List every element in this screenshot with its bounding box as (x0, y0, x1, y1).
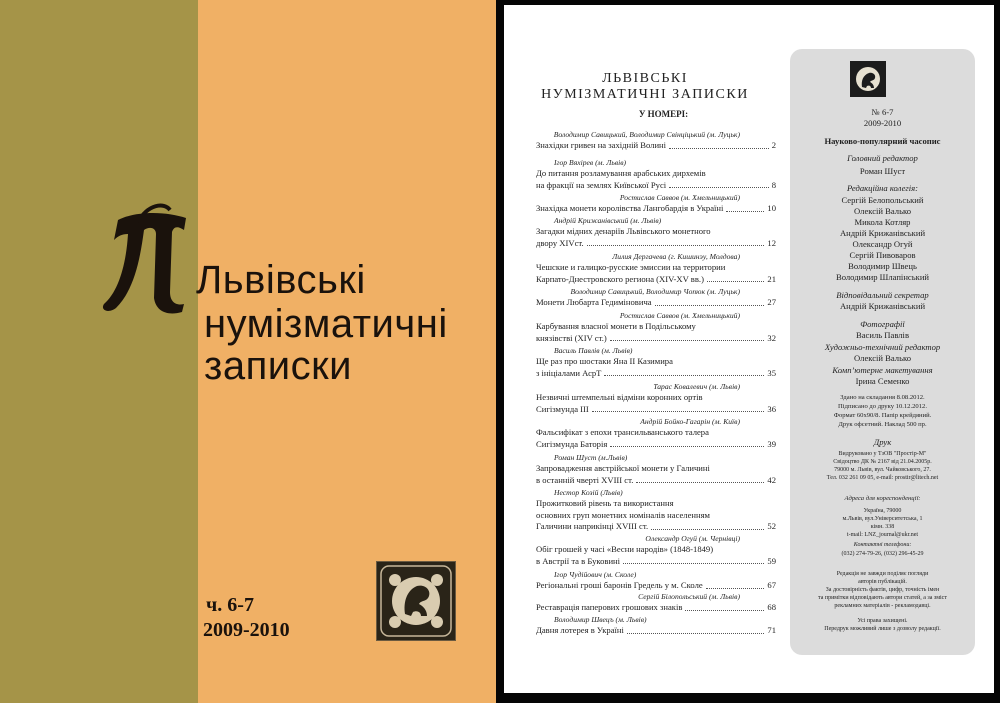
toc-item (536, 453, 776, 486)
toc-leader-dots (636, 475, 764, 484)
toc-page-number: 35 (767, 367, 776, 378)
toc-page-number: 36 (767, 403, 776, 414)
toc-title: Прожитковий рівень та використання (536, 498, 674, 508)
toc-page-number: 52 (767, 521, 776, 531)
toc-title: Сигізмунда Баторія (536, 438, 608, 449)
toc-leader-dots (669, 140, 769, 149)
toc-title: Ще раз про шостаки Яна II Казимира (536, 356, 673, 366)
toc-title: Карпато-Днестровского региона (XIV-XV вв.) (536, 273, 704, 284)
board-member: Олексій Валько (853, 206, 912, 216)
toc-item (536, 193, 776, 215)
panel-years: 2009-2010 (863, 118, 902, 128)
toc-title: Незвичні штемпельні відміни коронних ортів (536, 392, 703, 402)
toc-title: Знахідка монети королівства Лангобардія в Україні (536, 203, 724, 213)
toc-leader-dots (706, 580, 765, 589)
toc-author: Нестор Козій (Львів) (554, 488, 623, 497)
phones-label: Контактні телефони: (853, 542, 912, 548)
panel-journal-type: Науково-популярний часопис (824, 136, 941, 146)
toc-title: Давня лотерея в Україні (536, 625, 624, 635)
toc-item (536, 534, 776, 567)
toc-leader-dots (707, 274, 764, 283)
toc-title: До питання розламування арабських дирхемів (536, 168, 706, 178)
art-editor-label: Художньо-технічний редактор (824, 342, 941, 352)
toc-title: Регіональні гроші баронів Гредель у м. Сколе (536, 580, 703, 590)
printing-line: Тел. 032 261 09 05, e-mail: prostir@litech.net (826, 475, 939, 481)
toc-leader-dots (627, 625, 765, 634)
toc-item (536, 417, 776, 450)
toc-author: Андрій Крижанівський (м. Львів) (554, 216, 662, 225)
toc-title: Реставрація паперових грошових знаків (536, 602, 683, 612)
toc-page-number: 21 (767, 273, 776, 284)
layout-name: Ірина Семенко (855, 376, 910, 386)
cover-olive-band (0, 0, 198, 703)
toc-author: Ростислав Саввов (м. Хмельницький) (619, 311, 740, 320)
board-member: Олександр Огуй (852, 239, 913, 249)
cover-title-line-2: нумізматичні (204, 302, 448, 346)
toc-page-number: 39 (767, 438, 776, 449)
phones: (032) 274-79-26, (032) 296-45-29 (841, 551, 924, 557)
toc-item (536, 158, 776, 191)
address-label: Адреса для кореспонденції: (844, 495, 921, 502)
panel-issue: № 6-7 (871, 107, 894, 117)
toc-author: Тарас Ковалевич (м. Львів) (653, 382, 740, 391)
toc-title: Монети Любарта Гедиміновича (536, 297, 652, 307)
toc-page-number: 32 (767, 332, 776, 343)
toc-leader-dots (623, 556, 764, 565)
toc-item (536, 287, 776, 309)
toc-title: Обіг грошей у часі «Весни народів» (1848-1849) (536, 544, 714, 554)
disclaimer-line: рекламних матеріалів - рекламодавці. (834, 603, 931, 609)
toc-author: Андрій Бойко-Гагарін (м. Київ) (640, 417, 740, 426)
toc-title: Запровадження австрійської монети у Галичині (536, 463, 710, 473)
in-issue-heading: У НОМЕРІ: (638, 109, 689, 119)
cover-issue-number: ч. 6-7 (206, 594, 254, 616)
board-member: Сергій Пивоваров (849, 250, 916, 260)
toc-leader-dots (592, 404, 765, 413)
lion-emblem-icon (850, 61, 886, 97)
layout-label: Комп’ютерне макетування (832, 365, 933, 375)
toc-author: Лилия Дергачева (г. Кишинэу, Молдова) (612, 252, 740, 261)
toc-title: в Австрії та в Буковині (536, 555, 621, 566)
toc-leader-dots (655, 297, 765, 306)
toc-title: двору XIVст. (536, 237, 584, 248)
toc-leader-dots (726, 203, 764, 212)
lion-emblem-icon (376, 561, 456, 641)
toc-author: Ігор Вяхірев (м. Львів) (554, 158, 627, 167)
toc-author: Володимир Швецъ (м. Львів) (554, 615, 647, 624)
toc-author: Ростислав Саввов (м. Хмельницький) (619, 193, 740, 202)
toc-title: на фракції на землях Київської Русі (536, 179, 667, 190)
photo-label: Фотографії (860, 319, 905, 329)
toc-author: Олександр Огуй (м. Чернівці) (645, 534, 740, 543)
printing-label: Друк (873, 437, 892, 447)
toc-title: Карбування власної монети в Подільському (536, 321, 696, 331)
print-info-line: Друк офсетний. Наклад 500 пр. (838, 421, 927, 428)
contents-page (504, 5, 994, 693)
toc-item (536, 382, 776, 415)
toc-author: Ігор Чудійович (м. Сколе) (554, 570, 637, 579)
imprint-panel (790, 49, 975, 655)
toc-title: Сигізмунда III (536, 403, 589, 414)
toc-leader-dots (587, 238, 765, 247)
toc-author: Володимир Савицький, Володимир Свінціцький (м. Луцьк) (553, 130, 740, 139)
toc-title: Чешские и галицко-русские эмиссии на территории (536, 262, 726, 272)
disclaimer-line: Редакція не завжди поділяє погляди (836, 571, 929, 577)
toc-page-number: 27 (767, 297, 776, 307)
photo-name: Василь Павлів (855, 330, 909, 340)
toc-leader-dots (604, 368, 764, 377)
toc-author: Василь Павлів (м. Львів) (554, 346, 633, 355)
print-info-line: Формат 60х90/8. Папір крейдяний. (833, 412, 932, 419)
editorial-board-label: Редакційна колегія: (846, 183, 919, 193)
address-line: t-mail: LNZ_journal@ukr.net (846, 532, 919, 538)
toc-page-number: 42 (767, 474, 776, 485)
toc-item (536, 252, 776, 285)
printing-line: 79000 м. Львів, вул. Чайковського, 27. (834, 467, 931, 473)
toc-item (536, 615, 776, 637)
toc-item (536, 130, 776, 152)
toc-title: в останній чверті XVIII ст. (536, 474, 634, 485)
cover-title-line-1: Львівські (196, 258, 366, 302)
toc-page-number: 2 (771, 140, 776, 150)
toc-author: Сергій Білопольський (м. Львів) (638, 592, 740, 601)
print-info-line: Підписано до друку 10.12.2012. (838, 403, 927, 410)
board-member: Володимир Швець (848, 261, 917, 271)
toc-page-number: 68 (767, 602, 776, 612)
board-member: Андрій Крижанівський (839, 228, 926, 238)
board-member: Сергій Белопольський (841, 195, 924, 205)
toc-item (536, 570, 776, 592)
secretary-label: Відповідальний секретар (836, 290, 929, 300)
toc-title: Галичини наприкінці XVIII ст. (536, 521, 649, 531)
art-editor-name: Олексій Валько (853, 353, 912, 363)
chief-editor-name: Роман Шуст (859, 166, 906, 176)
cover-years: 2009-2010 (203, 619, 290, 641)
toc-title: Фальсифікат з епохи трансильванського талера (536, 427, 709, 437)
toc-title: основних груп монетних номіналів населенням (536, 509, 710, 520)
toc-leader-dots (685, 602, 764, 611)
address-line: м.Львів, вул.Університетська, 1 (842, 516, 923, 522)
toc-author: Володимир Савицький, Володимир Чопюк (м. Луцьк) (570, 287, 740, 296)
toc-title: Загадки мідних денаріїв Львівського монетного (536, 226, 711, 236)
toc-leader-dots (651, 521, 764, 530)
cover-title-line-3: записки (204, 344, 352, 388)
board-member: Володимир Шлапінський (835, 272, 930, 282)
secretary-name: Андрій Крижанівський (839, 301, 926, 311)
toc-item (536, 592, 776, 614)
printing-line: Свідоцтво ДК № 2167 від 21.04.2005р. (833, 459, 932, 465)
toc-item (536, 346, 776, 379)
board-member: Микола Котляр (854, 217, 911, 227)
address-line: Україна, 79000 (863, 508, 902, 514)
toc-title: князівстві (XIV ст.) (536, 332, 607, 343)
rights-line: Усі права захищені. (857, 618, 908, 624)
printing-line: Видруковано у ТзОВ "Простір-М" (838, 451, 927, 457)
toc-author: Роман Шуст (м.Львів) (554, 453, 628, 462)
disclaimer-line: За достовірність фактів, цифр, точність імен (825, 587, 940, 593)
toc-item (536, 311, 776, 344)
journal-title-line-2: НУМІЗМАТИЧНІ ЗАПИСКИ (541, 87, 749, 102)
toc-leader-dots (610, 439, 764, 448)
toc-page-number: 8 (771, 179, 776, 190)
toc-page-number: 10 (767, 203, 776, 213)
journal-title-line-1: ЛЬВІВСЬКІ (602, 71, 688, 86)
toc-page-number: 67 (767, 580, 776, 590)
chief-editor-label: Головний редактор (847, 153, 918, 163)
toc-leader-dots (669, 180, 769, 189)
rights-line: Передрук можливий лише з дозволу редакції. (824, 626, 941, 632)
toc-title: з ініціалами АсрТ (536, 367, 602, 378)
toc-page-number: 71 (767, 625, 776, 635)
blackletter-initial-graphic (98, 200, 208, 318)
toc-item (536, 216, 776, 249)
toc-item (536, 488, 776, 533)
address-line: кімн. 338 (870, 524, 895, 530)
print-info-line: Здано на складання 8.08.2012. (840, 394, 925, 401)
toc-title: Знахідки гривен на західній Волині (536, 140, 667, 150)
toc-page-number: 59 (767, 555, 776, 566)
disclaimer-line: авторів публікацій. (858, 579, 907, 585)
disclaimer-line: та примітки відповідають автори статей, а за зміст (818, 595, 947, 601)
toc-page-number: 12 (767, 237, 776, 248)
toc-leader-dots (610, 333, 765, 342)
journal-cover (0, 0, 496, 703)
